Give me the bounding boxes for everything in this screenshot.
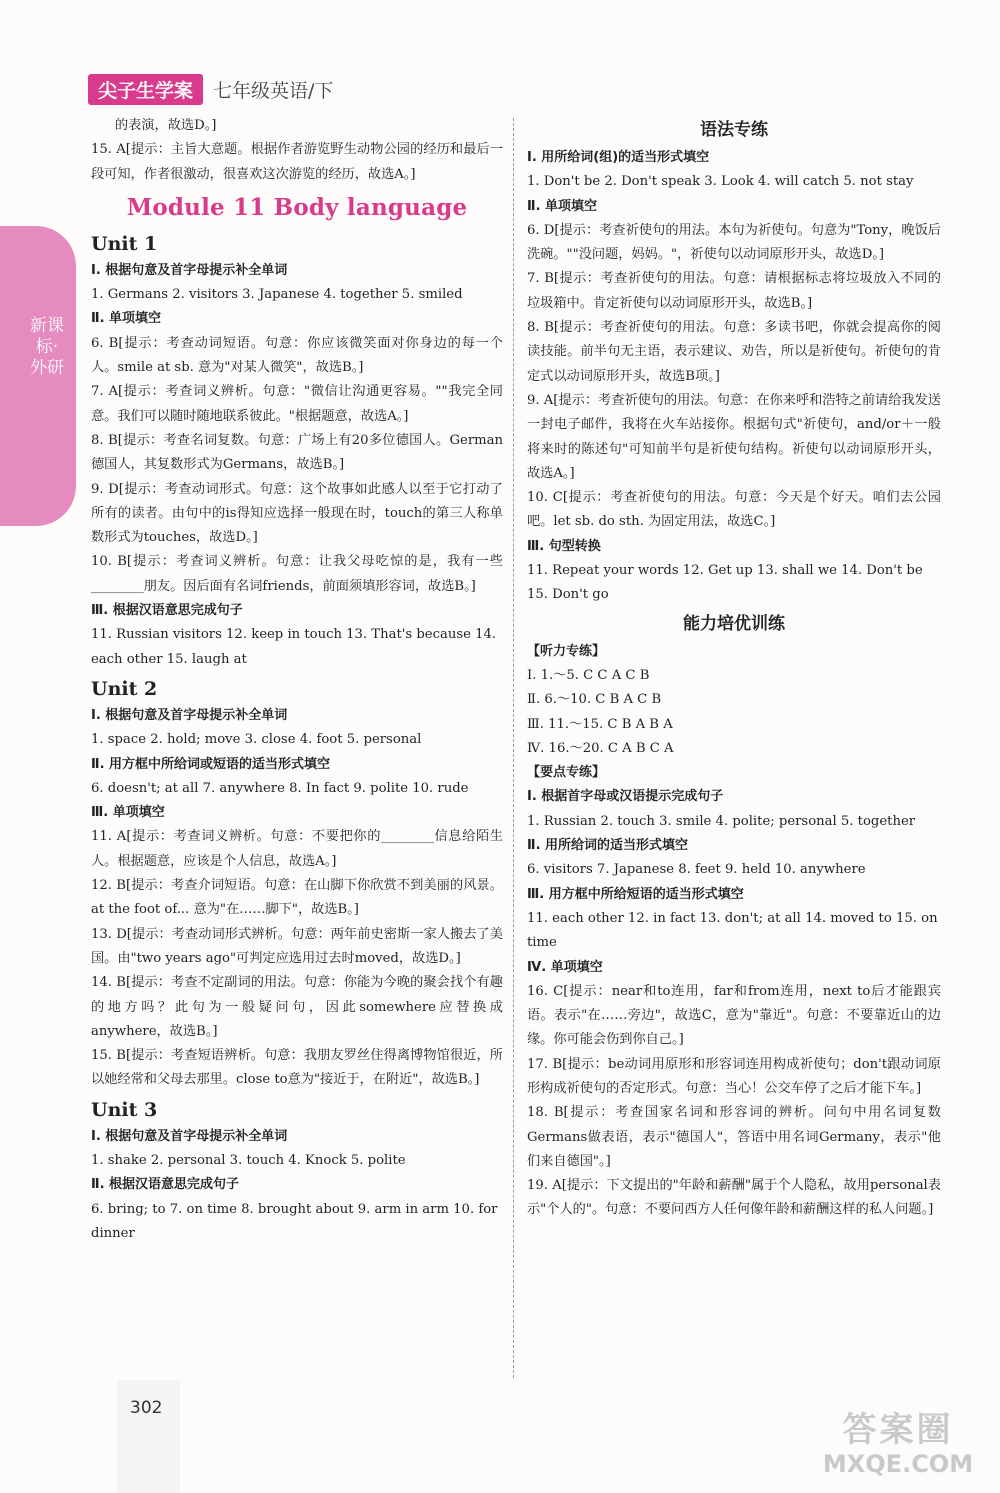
unit1-item: 10. B[提示：考查词义辨析。句意：让我父母吃惊的是，我有一些________朋友。因后面有名词friends，前面须填形容词，故选B。] (91, 554, 503, 594)
unit2-section-1: Ⅰ. 根据句意及首字母提示补全单词 (91, 707, 288, 723)
listening-answers: Ⅱ. 6.～10. C B A C B (527, 692, 662, 708)
listening-answers: Ⅲ. 11.～15. C B A B A (527, 716, 673, 732)
watermark-logo (808, 1410, 988, 1484)
unit2-item: 13. D[提示：考查动词形式辨析。句意：两年前史密斯一家人搬去了美国。由"two years ago"可判定应选用过去时moved，故选D。] (91, 926, 503, 966)
unit1-item: 6. B[提示：考查动词短语。句意：你应该微笑面对你身边的每一个人。smile at sb. 意为"对某人微笑"，故选B。] (91, 335, 503, 376)
unit2-item: 14. B[提示：考查不定副词的用法。句意：你能为今晚的聚会找个有趣的地方吗？此句为一般疑问句，因此somewhere应替换成anywhere，故选B。] (91, 975, 503, 1039)
unit2-answers-2: 6. doesn't; at all 7. anywhere 8. In fact 9. polite 10. rude (91, 780, 469, 796)
key-section-4: Ⅳ. 单项填空 (527, 959, 603, 975)
unit2-item: 11. A[提示：考查词义辨析。句意：不要把你的________信息给陌生人。根据题意，应该是个人信息，故选A。] (91, 829, 503, 869)
unit1-answers-3: 11. Russian visitors 12. keep in touch 13. That's because 14. each other 15. laugh at (91, 627, 497, 667)
brand-label: 尖子生学案 (88, 74, 203, 105)
grammar-item: 8. B[提示：考查祈使句的用法。句意：多读书吧，你就会提高你的阅读技能。前半句无主语，表示建议、劝告，所以是祈使句。祈使句的肯定式以动词原形开头，故选B项。] (527, 320, 941, 384)
column-divider (513, 118, 514, 1378)
unit2-section-3: Ⅲ. 单项填空 (91, 805, 165, 821)
unit1-item: 7. A[提示：考查词义辨析。句意："微信让沟通更容易。""我完全同意。我们可以随时随地联系彼此。"根据题意，故选A。] (91, 384, 503, 424)
unit1-title: Unit 1 (91, 232, 158, 255)
unit3-section-2: Ⅱ. 根据汉语意思完成句子 (91, 1177, 240, 1193)
side-tab-label: 新课标·外研 (30, 316, 64, 378)
unit3-answers-1: 1. shake 2. personal 3. touch 4. Knock 5. polite (91, 1152, 406, 1168)
key-tag: 【要点专练】 (527, 765, 606, 781)
key-answers-2: 6. visitors 7. Japanese 8. feet 9. held 10. anywhere (527, 862, 866, 878)
listening-answers: Ⅰ. 1.～5. C C A C B (527, 667, 650, 683)
key-item: 18. B[提示：考查国家名词和形容词的辨析。问句中用名词复数Germans做表语，表示"德国人"，答语中用名词Germany，表示"他们来自德国"。] (527, 1105, 941, 1169)
unit1-item: 8. B[提示：考查名词复数。句意：广场上有20多位德国人。German德国人，其复数形式为Germans，故选B。] (91, 432, 503, 473)
ability-title: 能力培优训练 (683, 613, 785, 634)
grammar-answers-3: 11. Repeat your words 12. Get up 13. shall we 14. Don't be 15. Don't go (527, 563, 923, 603)
unit1-section-3: Ⅲ. 根据汉语意思完成句子 (91, 603, 243, 619)
subject-label: 七年级英语/下 (213, 79, 334, 102)
unit3-answers-2: 6. bring; to 7. on time 8. brought about 9. arm in arm 10. for dinner (91, 1201, 498, 1241)
grammar-item: 6. D[提示：考查祈使句的用法。本句为祈使句。句意为"Tony，晚饭后洗碗。""没问题，妈妈。"，祈使句以动词原形开头，故选D。] (527, 222, 941, 263)
grammar-answers-1: 1. Don't be 2. Don't speak 3. Look 4. will catch 5. not stay (527, 174, 914, 190)
intro-item: 15. A[提示：主旨大意题。根据作者游览野生动物公园的经历和最后一段可知，作者很激动，很喜欢这次游览的经历，故选A。] (91, 142, 503, 182)
grammar-section-2: Ⅱ. 单项填空 (527, 198, 598, 214)
watermark-text: 答案圈 (842, 1410, 954, 1450)
key-section-3: Ⅲ. 用方框中所给短语的适当形式填空 (527, 886, 744, 902)
key-section-1: Ⅰ. 根据首字母或汉语提示完成句子 (527, 789, 724, 805)
grammar-item: 10. C[提示：考查祈使句的用法。句意：今天是个好天。咱们去公园吧。let sb. do sth. 为固定用法，故选C。] (527, 490, 941, 530)
unit2-section-2: Ⅱ. 用方框中所给词或短语的适当形式填空 (91, 756, 331, 772)
unit2-title: Unit 2 (91, 677, 158, 700)
key-section-2: Ⅱ. 用所给词的适当形式填空 (527, 838, 689, 854)
unit3-title: Unit 3 (91, 1098, 158, 1121)
grammar-item: 7. B[提示：考查祈使句的用法。句意：请根据标志将垃圾放入不同的垃圾箱中。肯定祈使句以动词原形开头，故选B。] (527, 271, 941, 311)
left-column (91, 114, 503, 1246)
key-item: 17. B[提示：be动词用原形和形容词连用构成祈使句；don't跟动词原形构成祈使句的否定形式。句意：当心！公交车停了之后才能下车。] (527, 1056, 941, 1096)
right-column (527, 114, 941, 1223)
listening-tag: 【听力专练】 (527, 643, 606, 659)
page-number-band (118, 1380, 180, 1493)
grammar-section-1: Ⅰ. 用所给词(组)的适当形式填空 (527, 150, 710, 165)
key-answers-3: 11. each other 12. in fact 13. don't; at all 14. moved to 15. on time (527, 910, 938, 951)
unit1-section-1: Ⅰ. 根据句意及首字母提示补全单词 (91, 262, 288, 278)
unit2-answers-1: 1. space 2. hold; move 3. close 4. foot 5. personal (91, 732, 422, 748)
key-answers-1: 1. Russian 2. touch 3. smile 4. polite; personal 5. together (527, 813, 916, 829)
watermark-domain: MXQE.COM (822, 1450, 974, 1478)
unit1-item: 9. D[提示：考查动词形式。句意：这个故事如此感人以至于它打动了所有的读者。由句中的is得知应选择一般现在时，touch的第三人称单数形式为touches，故选D。] (91, 481, 503, 546)
grammar-item: 9. A[提示：考查祈使句的用法。句意：在你来呼和浩特之前请给我发送一封电子邮件，我将在火车站接你。根据句式"祈使句，and/or＋一般将来时的陈述句"可知前半句是祈使句结构。祈使句以动词原形开头，故选A。] (527, 392, 941, 481)
page-header (88, 74, 333, 104)
unit1-answers-1: 1. Germans 2. visitors 3. Japanese 4. together 5. smiled (91, 287, 463, 303)
unit3-section-1: Ⅰ. 根据句意及首字母提示补全单词 (91, 1128, 288, 1144)
unit2-item: 15. B[提示：考查短语辨析。句意：我朋友罗丝住得离博物馆很近，所以她经常和父母去那里。close to意为"接近于，在附近"，故选B。] (91, 1048, 503, 1088)
key-item: 19. A[提示：下文提出的"年龄和薪酬"属于个人隐私，故用personal表示"个人的"。句意：不要问西方人任何像年龄和薪酬这样的私人问题。] (527, 1178, 941, 1218)
grammar-section-3: Ⅲ. 句型转换 (527, 538, 601, 554)
unit1-section-2: Ⅱ. 单项填空 (91, 311, 162, 327)
grammar-title: 语法专练 (700, 120, 768, 140)
unit2-item: 12. B[提示：考查介词短语。句意：在山脚下你欣赏不到美丽的风景。at the foot of... 意为"在……脚下"，故选B。] (91, 878, 503, 918)
intro-line: 的表演，故选D。] (115, 118, 217, 133)
module-title: Module 11 Body language (126, 193, 468, 221)
key-item: 16. C[提示：near和to连用，far和from连用，next to后才能跟宾语。表示"在……旁边"，故选C，意为"靠近"。句意：不要靠近山的边缘。你可能会伤到你自己。] (527, 983, 941, 1048)
page-number: 302 (130, 1398, 163, 1418)
listening-answers: Ⅳ. 16.～20. C A B C A (527, 740, 674, 756)
